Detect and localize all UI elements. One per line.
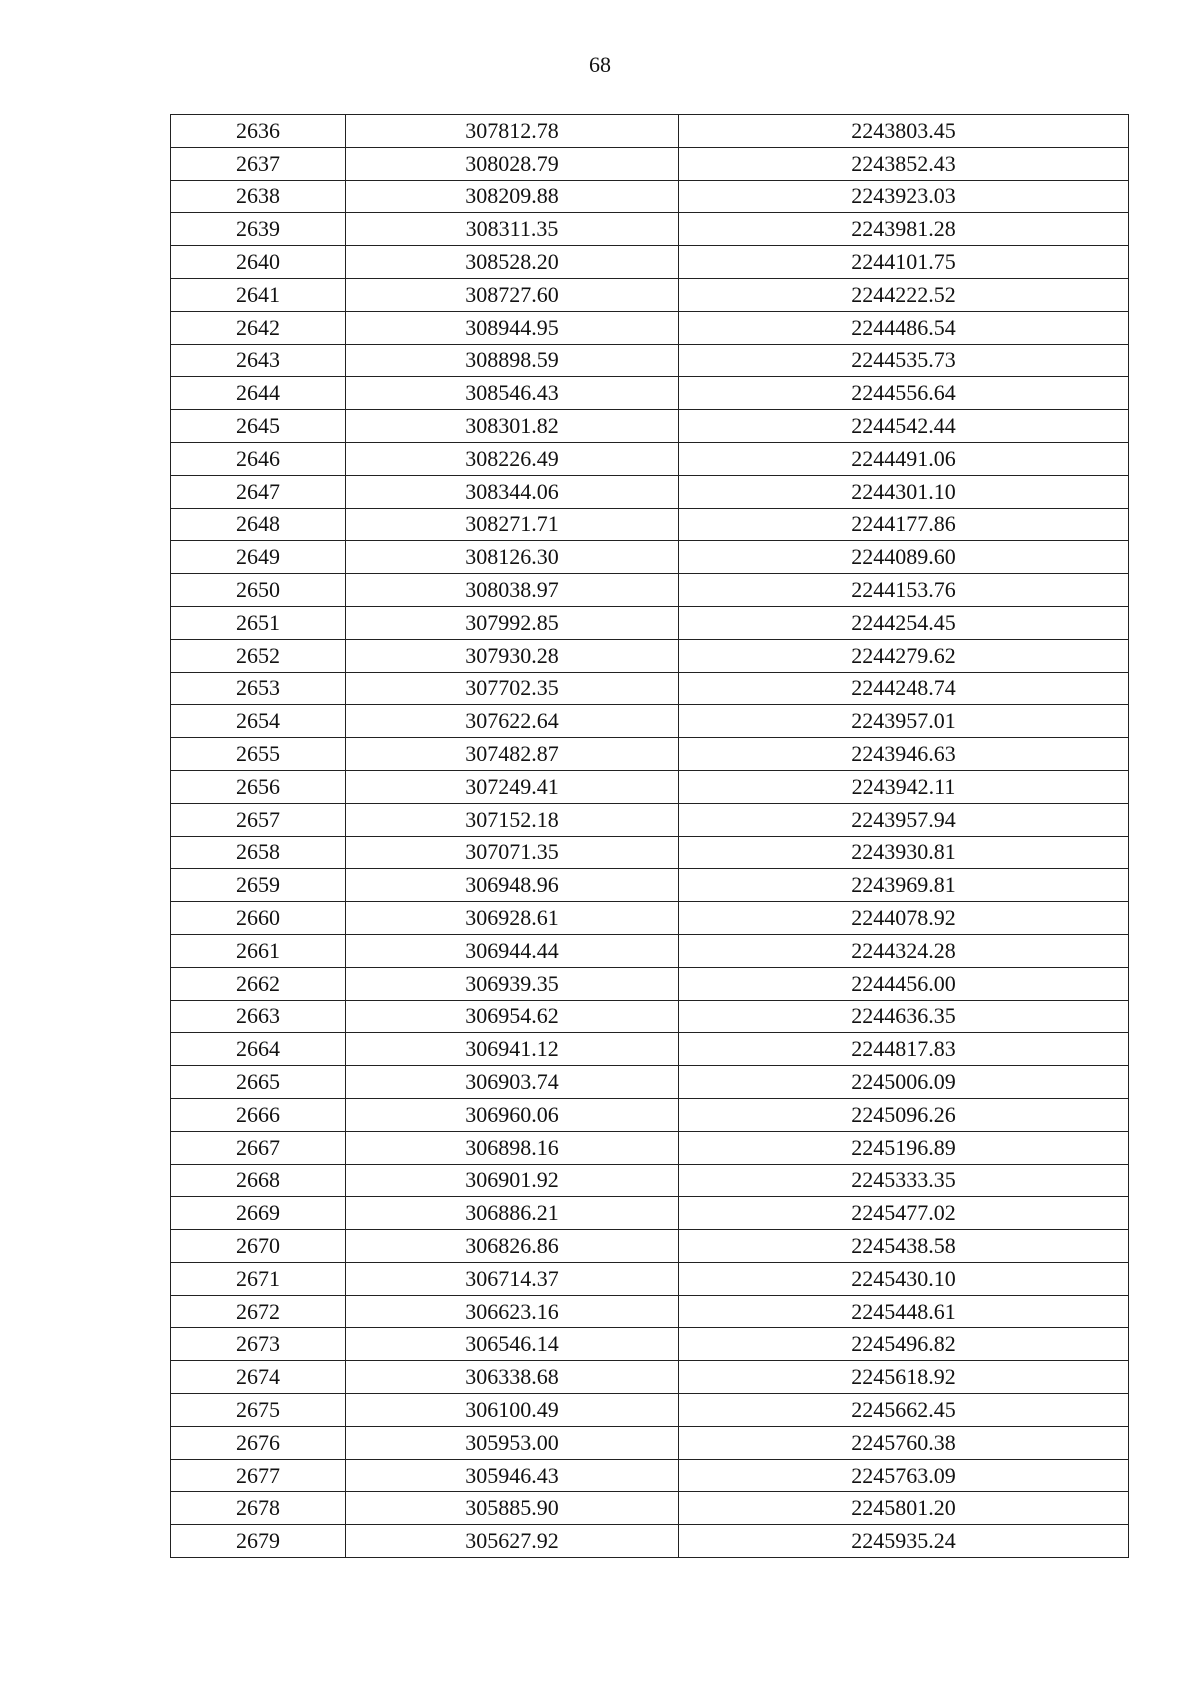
point-number-cell: 2645 — [171, 410, 346, 443]
point-number-cell: 2643 — [171, 344, 346, 377]
y-coordinate-cell: 2245448.61 — [679, 1295, 1129, 1328]
y-coordinate-cell: 2244078.92 — [679, 902, 1129, 935]
y-coordinate-cell: 2244101.75 — [679, 246, 1129, 279]
x-coordinate-cell: 306901.92 — [346, 1164, 679, 1197]
x-coordinate-cell: 306954.62 — [346, 1000, 679, 1033]
y-coordinate-cell: 2245618.92 — [679, 1361, 1129, 1394]
table-row — [171, 278, 1129, 311]
table-row — [171, 672, 1129, 705]
table-row — [171, 869, 1129, 902]
table-row — [171, 1164, 1129, 1197]
x-coordinate-cell: 307992.85 — [346, 606, 679, 639]
x-coordinate-cell: 308038.97 — [346, 574, 679, 607]
point-number-cell: 2662 — [171, 967, 346, 1000]
point-number-cell: 2657 — [171, 803, 346, 836]
x-coordinate-cell: 307071.35 — [346, 836, 679, 869]
table-row — [171, 410, 1129, 443]
y-coordinate-cell: 2245801.20 — [679, 1492, 1129, 1525]
table-row — [171, 1459, 1129, 1492]
y-coordinate-cell: 2244542.44 — [679, 410, 1129, 443]
table-row — [171, 606, 1129, 639]
x-coordinate-cell: 306546.14 — [346, 1328, 679, 1361]
table-row — [171, 836, 1129, 869]
point-number-cell: 2676 — [171, 1426, 346, 1459]
table-row — [171, 147, 1129, 180]
coordinates-table — [170, 114, 1129, 1558]
point-number-cell: 2637 — [171, 147, 346, 180]
table-row — [171, 1426, 1129, 1459]
y-coordinate-cell: 2244222.52 — [679, 278, 1129, 311]
y-coordinate-cell: 2245196.89 — [679, 1131, 1129, 1164]
coordinates-table-body — [171, 115, 1129, 1558]
point-number-cell: 2673 — [171, 1328, 346, 1361]
table-row — [171, 475, 1129, 508]
point-number-cell: 2653 — [171, 672, 346, 705]
table-row — [171, 1230, 1129, 1263]
point-number-cell: 2641 — [171, 278, 346, 311]
x-coordinate-cell: 308311.35 — [346, 213, 679, 246]
point-number-cell: 2648 — [171, 508, 346, 541]
point-number-cell: 2667 — [171, 1131, 346, 1164]
y-coordinate-cell: 2244456.00 — [679, 967, 1129, 1000]
point-number-cell: 2651 — [171, 606, 346, 639]
point-number-cell: 2675 — [171, 1394, 346, 1427]
y-coordinate-cell: 2243852.43 — [679, 147, 1129, 180]
y-coordinate-cell: 2244535.73 — [679, 344, 1129, 377]
y-coordinate-cell: 2244279.62 — [679, 639, 1129, 672]
x-coordinate-cell: 306714.37 — [346, 1262, 679, 1295]
x-coordinate-cell: 308126.30 — [346, 541, 679, 574]
point-number-cell: 2669 — [171, 1197, 346, 1230]
table-row — [171, 1361, 1129, 1394]
table-row — [171, 1525, 1129, 1558]
y-coordinate-cell: 2244248.74 — [679, 672, 1129, 705]
y-coordinate-cell: 2245935.24 — [679, 1525, 1129, 1558]
page-number: 68 — [589, 52, 611, 77]
point-number-cell: 2674 — [171, 1361, 346, 1394]
y-coordinate-cell: 2245496.82 — [679, 1328, 1129, 1361]
x-coordinate-cell: 308028.79 — [346, 147, 679, 180]
y-coordinate-cell: 2245333.35 — [679, 1164, 1129, 1197]
y-coordinate-cell: 2244817.83 — [679, 1033, 1129, 1066]
y-coordinate-cell: 2245662.45 — [679, 1394, 1129, 1427]
y-coordinate-cell: 2245760.38 — [679, 1426, 1129, 1459]
table-row — [171, 115, 1129, 148]
y-coordinate-cell: 2243942.11 — [679, 770, 1129, 803]
y-coordinate-cell: 2243957.94 — [679, 803, 1129, 836]
y-coordinate-cell: 2243803.45 — [679, 115, 1129, 148]
table-row — [171, 967, 1129, 1000]
point-number-cell: 2660 — [171, 902, 346, 935]
x-coordinate-cell: 306960.06 — [346, 1098, 679, 1131]
point-number-cell: 2644 — [171, 377, 346, 410]
y-coordinate-cell: 2244324.28 — [679, 934, 1129, 967]
point-number-cell: 2636 — [171, 115, 346, 148]
point-number-cell: 2658 — [171, 836, 346, 869]
point-number-cell: 2661 — [171, 934, 346, 967]
table-row — [171, 574, 1129, 607]
x-coordinate-cell: 307482.87 — [346, 738, 679, 771]
x-coordinate-cell: 306941.12 — [346, 1033, 679, 1066]
point-number-cell: 2665 — [171, 1066, 346, 1099]
point-number-cell: 2656 — [171, 770, 346, 803]
table-row — [171, 442, 1129, 475]
table-row — [171, 1033, 1129, 1066]
y-coordinate-cell: 2244153.76 — [679, 574, 1129, 607]
point-number-cell: 2650 — [171, 574, 346, 607]
point-number-cell: 2668 — [171, 1164, 346, 1197]
x-coordinate-cell: 307622.64 — [346, 705, 679, 738]
point-number-cell: 2642 — [171, 311, 346, 344]
x-coordinate-cell: 308944.95 — [346, 311, 679, 344]
table-row — [171, 1066, 1129, 1099]
y-coordinate-cell: 2243930.81 — [679, 836, 1129, 869]
y-coordinate-cell: 2243969.81 — [679, 869, 1129, 902]
table-row — [171, 1394, 1129, 1427]
point-number-cell: 2649 — [171, 541, 346, 574]
table-row — [171, 1262, 1129, 1295]
x-coordinate-cell: 306623.16 — [346, 1295, 679, 1328]
table-row — [171, 902, 1129, 935]
y-coordinate-cell: 2243957.01 — [679, 705, 1129, 738]
y-coordinate-cell: 2245763.09 — [679, 1459, 1129, 1492]
x-coordinate-cell: 306898.16 — [346, 1131, 679, 1164]
y-coordinate-cell: 2245438.58 — [679, 1230, 1129, 1263]
table-row — [171, 1000, 1129, 1033]
x-coordinate-cell: 307152.18 — [346, 803, 679, 836]
y-coordinate-cell: 2245477.02 — [679, 1197, 1129, 1230]
x-coordinate-cell: 308271.71 — [346, 508, 679, 541]
point-number-cell: 2646 — [171, 442, 346, 475]
table-row — [171, 639, 1129, 672]
point-number-cell: 2678 — [171, 1492, 346, 1525]
x-coordinate-cell: 305627.92 — [346, 1525, 679, 1558]
table-row — [171, 705, 1129, 738]
y-coordinate-cell: 2243946.63 — [679, 738, 1129, 771]
y-coordinate-cell: 2245096.26 — [679, 1098, 1129, 1131]
y-coordinate-cell: 2244556.64 — [679, 377, 1129, 410]
y-coordinate-cell: 2245430.10 — [679, 1262, 1129, 1295]
x-coordinate-cell: 307249.41 — [346, 770, 679, 803]
table-row — [171, 1131, 1129, 1164]
y-coordinate-cell: 2244089.60 — [679, 541, 1129, 574]
y-coordinate-cell: 2244254.45 — [679, 606, 1129, 639]
point-number-cell: 2679 — [171, 1525, 346, 1558]
table-row — [171, 344, 1129, 377]
x-coordinate-cell: 306944.44 — [346, 934, 679, 967]
x-coordinate-cell: 308301.82 — [346, 410, 679, 443]
x-coordinate-cell: 306939.35 — [346, 967, 679, 1000]
point-number-cell: 2640 — [171, 246, 346, 279]
x-coordinate-cell: 308209.88 — [346, 180, 679, 213]
point-number-cell: 2638 — [171, 180, 346, 213]
x-coordinate-cell: 308528.20 — [346, 246, 679, 279]
point-number-cell: 2655 — [171, 738, 346, 771]
x-coordinate-cell: 308727.60 — [346, 278, 679, 311]
x-coordinate-cell: 306948.96 — [346, 869, 679, 902]
x-coordinate-cell: 306903.74 — [346, 1066, 679, 1099]
table-row — [171, 770, 1129, 803]
point-number-cell: 2677 — [171, 1459, 346, 1492]
x-coordinate-cell: 308344.06 — [346, 475, 679, 508]
table-row — [171, 738, 1129, 771]
point-number-cell: 2670 — [171, 1230, 346, 1263]
point-number-cell: 2672 — [171, 1295, 346, 1328]
x-coordinate-cell: 305946.43 — [346, 1459, 679, 1492]
x-coordinate-cell: 305953.00 — [346, 1426, 679, 1459]
x-coordinate-cell: 308226.49 — [346, 442, 679, 475]
y-coordinate-cell: 2244636.35 — [679, 1000, 1129, 1033]
x-coordinate-cell: 306826.86 — [346, 1230, 679, 1263]
table-row — [171, 1197, 1129, 1230]
point-number-cell: 2647 — [171, 475, 346, 508]
table-row — [171, 541, 1129, 574]
point-number-cell: 2659 — [171, 869, 346, 902]
x-coordinate-cell: 308898.59 — [346, 344, 679, 377]
y-coordinate-cell: 2243981.28 — [679, 213, 1129, 246]
y-coordinate-cell: 2244486.54 — [679, 311, 1129, 344]
x-coordinate-cell: 306928.61 — [346, 902, 679, 935]
table-row — [171, 1492, 1129, 1525]
y-coordinate-cell: 2244491.06 — [679, 442, 1129, 475]
x-coordinate-cell: 306886.21 — [346, 1197, 679, 1230]
point-number-cell: 2652 — [171, 639, 346, 672]
table-row — [171, 803, 1129, 836]
table-row — [171, 246, 1129, 279]
y-coordinate-cell: 2244301.10 — [679, 475, 1129, 508]
table-row — [171, 1295, 1129, 1328]
point-number-cell: 2664 — [171, 1033, 346, 1066]
table-row — [171, 213, 1129, 246]
point-number-cell: 2663 — [171, 1000, 346, 1033]
x-coordinate-cell: 305885.90 — [346, 1492, 679, 1525]
x-coordinate-cell: 308546.43 — [346, 377, 679, 410]
table-row — [171, 1098, 1129, 1131]
point-number-cell: 2639 — [171, 213, 346, 246]
table-row — [171, 1328, 1129, 1361]
point-number-cell: 2654 — [171, 705, 346, 738]
y-coordinate-cell: 2245006.09 — [679, 1066, 1129, 1099]
table-row — [171, 377, 1129, 410]
table-row — [171, 180, 1129, 213]
table-row — [171, 934, 1129, 967]
x-coordinate-cell: 306100.49 — [346, 1394, 679, 1427]
y-coordinate-cell: 2244177.86 — [679, 508, 1129, 541]
x-coordinate-cell: 306338.68 — [346, 1361, 679, 1394]
table-row — [171, 508, 1129, 541]
x-coordinate-cell: 307930.28 — [346, 639, 679, 672]
table-row — [171, 311, 1129, 344]
point-number-cell: 2666 — [171, 1098, 346, 1131]
x-coordinate-cell: 307812.78 — [346, 115, 679, 148]
point-number-cell: 2671 — [171, 1262, 346, 1295]
y-coordinate-cell: 2243923.03 — [679, 180, 1129, 213]
x-coordinate-cell: 307702.35 — [346, 672, 679, 705]
